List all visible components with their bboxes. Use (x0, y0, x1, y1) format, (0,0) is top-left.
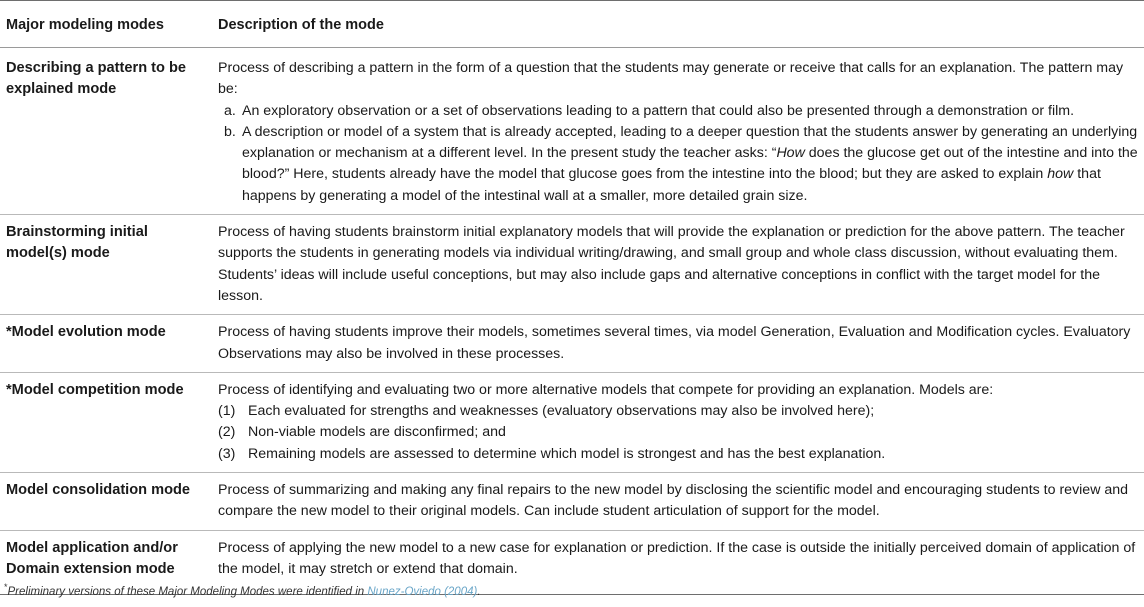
table-row (0, 315, 1144, 373)
footnote-asterisk: * (4, 582, 8, 592)
list-item-text (242, 122, 1138, 207)
list-marker: (1) (218, 403, 236, 420)
list-marker: a. (224, 102, 236, 119)
mode-name: *Model evolution mode (0, 315, 212, 373)
mode-description: Process of having students improve their models, sometimes several times, via model Generation, Evaluation and Modification cycles. Evaluatory Observations may also be involved in these processes. (212, 315, 1144, 373)
list-item-text: An exploratory observation or a set of observations leading to a pattern that could also be presented through a demonstration or film. (242, 102, 1075, 119)
list-item-text: Non-viable models are disconfirmed; and (248, 424, 506, 441)
table-footnote (4, 582, 481, 598)
text-segment: that happens by generating a model of the intestinal wall at a smaller, more detailed grain size. (242, 166, 1101, 204)
text-segment: A description or model of a system that is already accepted, leading to a deeper question that the students answer by generating an underlying explanation or mechanism at a different level. In the present study the teacher asks: “ (242, 123, 1138, 162)
table-row (0, 473, 1144, 531)
mode-name: Brainstorming initial model(s) mode (0, 215, 212, 315)
table-row (0, 372, 1144, 472)
list-item-text: Each evaluated for strengths and weaknesses (evaluatory observations may also be involved here); (248, 403, 875, 420)
list-marker: b. (224, 123, 236, 140)
mode-name: *Model competition mode (0, 372, 212, 472)
mode-name: Model consolidation mode (0, 473, 212, 531)
description-text: Process of describing a pattern in the form of a question that the students may generate or receive that calls for an explanation. The pattern may be: (218, 60, 1124, 98)
mode-description (212, 48, 1144, 215)
emphasis-how: How (776, 145, 805, 162)
emphasis-how: how (1047, 166, 1074, 183)
list-item (218, 401, 1138, 422)
header-row (0, 1, 1144, 48)
table-header (0, 1, 1144, 48)
mode-name: Describing a pattern to be explained mode (0, 48, 212, 215)
list-item (218, 444, 1138, 465)
description-text: Process of identifying and evaluating two or more alternative models that compete for providing an explanation. Models are: (218, 381, 994, 398)
text-segment: does the glucose get out of the intestine and into the blood?” Here, students already have the model that glucose goes from the intestine into the blood; but they are asked to explain (242, 145, 1138, 183)
footnote-end: . (477, 585, 481, 598)
list-item (218, 101, 1138, 122)
list-item (218, 422, 1138, 443)
mode-description (212, 372, 1144, 472)
mode-name: Model application and/or Domain extension mode (0, 530, 212, 595)
footnote-text: Preliminary versions of these Major Modeling Modes were identified in (7, 585, 368, 598)
table-row (0, 215, 1144, 315)
list-item (218, 122, 1138, 207)
mode-description: Process of having students brainstorm initial explanatory models that will provide the explanation or prediction for the above pattern. The teacher supports the students in generating models via individual writing/drawing, and small group and whole class discussion, without evaluating them. Students’ ideas will include useful conceptions, but may also include gaps and alternative conceptions in conflict with the target model for the lesson. (212, 215, 1144, 315)
table-row (0, 48, 1144, 215)
mode-description: Process of summarizing and making any final repairs to the new model by disclosing the scientific model and encouraging students to review and compare the new model to their original models. Can include student articulation of support for the model. (212, 473, 1144, 531)
citation-link[interactable]: Nunez-Oviedo (2004) (367, 585, 478, 598)
header-description: Description of the mode (212, 1, 1144, 48)
header-major-modeling-modes: Major modeling modes (0, 1, 212, 48)
list-item-text: Remaining models are assessed to determine which model is strongest and has the best explanation. (248, 445, 886, 462)
table-body (0, 48, 1144, 595)
mode-description: Process of applying the new model to a new case for explanation or prediction. If the case is outside the initially perceived domain of application of the model, it may stretch or extend that domain. (212, 530, 1144, 595)
list-marker: (3) (218, 445, 236, 462)
list-marker: (2) (218, 424, 236, 441)
